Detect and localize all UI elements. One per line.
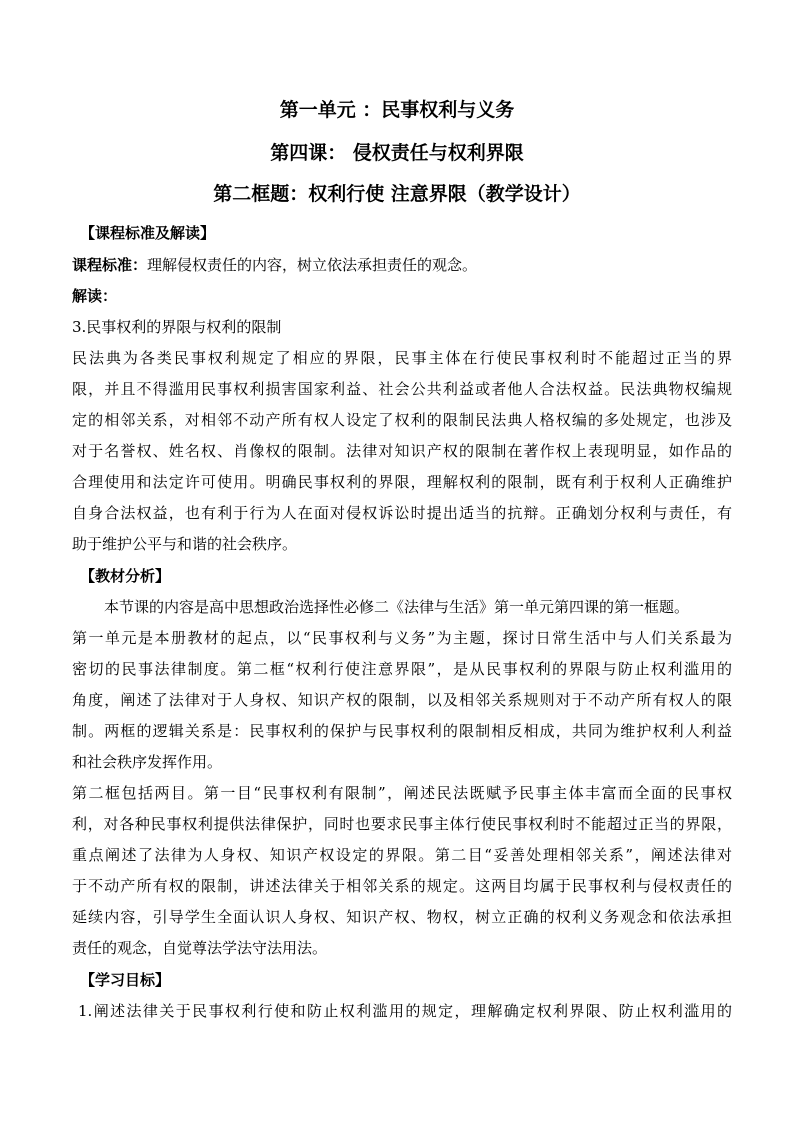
- lesson-title: 第四课： 侵权责任与权利界限: [270, 142, 524, 164]
- analysis-paragraph-line: 本节课的内容是高中思想政治选择性必修二《法律与生活》第一单元第四课的第一框题。: [104, 598, 690, 616]
- frame-title: 第二框题：权利行使 注意界限（教学设计）: [213, 183, 581, 205]
- standard-label: 课程标准：: [72, 256, 148, 274]
- reading-label: 解读：: [72, 287, 118, 305]
- analysis-paragraph-line: 第二框包括两目。第一目“民事权利有限制”，阐述民法既赋予民事主体丰富而全面的民事权: [72, 784, 732, 802]
- unit-title: 第一单元 ：民事权利与义务: [279, 99, 515, 121]
- analysis-header: 【教材分析】: [80, 567, 171, 585]
- analysis-paragraph-line: 责任的观念，自觉尊法学法守法用法。: [72, 939, 328, 957]
- goals-item-1: 1.阐述法律关于民事权利行使和防止权利滥用的规定，理解确定权利界限、防止权利滥用的: [78, 1002, 732, 1020]
- reading-paragraph-line: 自身合法权益，也有利于行为人在面对侵权诉讼时提出适当的抗辩。正确划分权利与责任，有: [72, 504, 732, 522]
- reading-paragraph-line: 助于维护公平与和谐的社会秩序。: [72, 535, 298, 553]
- analysis-paragraph-line: 延续内容，引导学生全面认识人身权、知识产权、物权，树立正确的权利义务观念和依法承担: [72, 908, 732, 926]
- analysis-paragraph-line: 和社会秩序发挥作用。: [72, 753, 223, 771]
- analysis-paragraph-line: 于不动产所有权的限制，讲述法律关于相邻关系的规定。这两目均属于民事权利与侵权责任的: [72, 877, 732, 895]
- standard-text: 理解侵权责任的内容，树立依法承担责任的观念。: [147, 256, 478, 274]
- standard-line: [72, 255, 732, 275]
- analysis-paragraph-line: 第一单元是本册教材的起点，以“民事权利与义务”为主题，探讨日常生活中与人们关系最为: [72, 629, 732, 647]
- reading-paragraph-line: 定的相邻关系，对相邻不动产所有权人设定了权利的限制民法典人格权编的多处规定，也涉及: [72, 411, 732, 429]
- analysis-paragraph-line: 利，对各种民事权利提供法律保护，同时也要求民事主体行使民事权利时不能超过正当的界限，: [72, 815, 732, 833]
- reading-paragraph-line: 合理使用和法定许可使用。明确民事权利的界限，理解权利的限制，既有利于权利人正确维护: [72, 473, 732, 491]
- reading-paragraph-line: 对于名誉权、姓名权、肖像权的限制。法律对知识产权的限制在著作权上表现明显，如作品的: [72, 442, 732, 460]
- reading-paragraph-line: 限，并且不得滥用民事权利损害国家利益、社会公共利益或者他人合法权益。民法典物权编规: [72, 380, 732, 398]
- reading-item: 3.民事权利的界限与权利的限制: [72, 318, 282, 336]
- analysis-paragraph-line: 密切的民事法律制度。第二框“权利行使注意界限”，是从民事权利的界限与防止权利滥用的: [72, 660, 732, 678]
- analysis-paragraph-line: 重点阐述了法律为人身权、知识产权设定的界限。第二目“妥善处理相邻关系”，阐述法律对: [72, 846, 732, 864]
- goals-header: 【学习目标】: [80, 971, 171, 989]
- analysis-paragraph-line: 制。两框的逻辑关系是：民事权利的保护与民事权利的限制相反相成，共同为维护权利人利益: [72, 722, 732, 740]
- reading-paragraph-line: 民法典为各类民事权利规定了相应的界限，民事主体在行使民事权利时不能超过正当的界: [72, 349, 732, 367]
- analysis-paragraph-line: 角度，阐述了法律对于人身权、知识产权的限制，以及相邻关系规则对于不动产所有权人的限: [72, 691, 732, 709]
- standard-header: 【课程标准及解读】: [80, 224, 216, 242]
